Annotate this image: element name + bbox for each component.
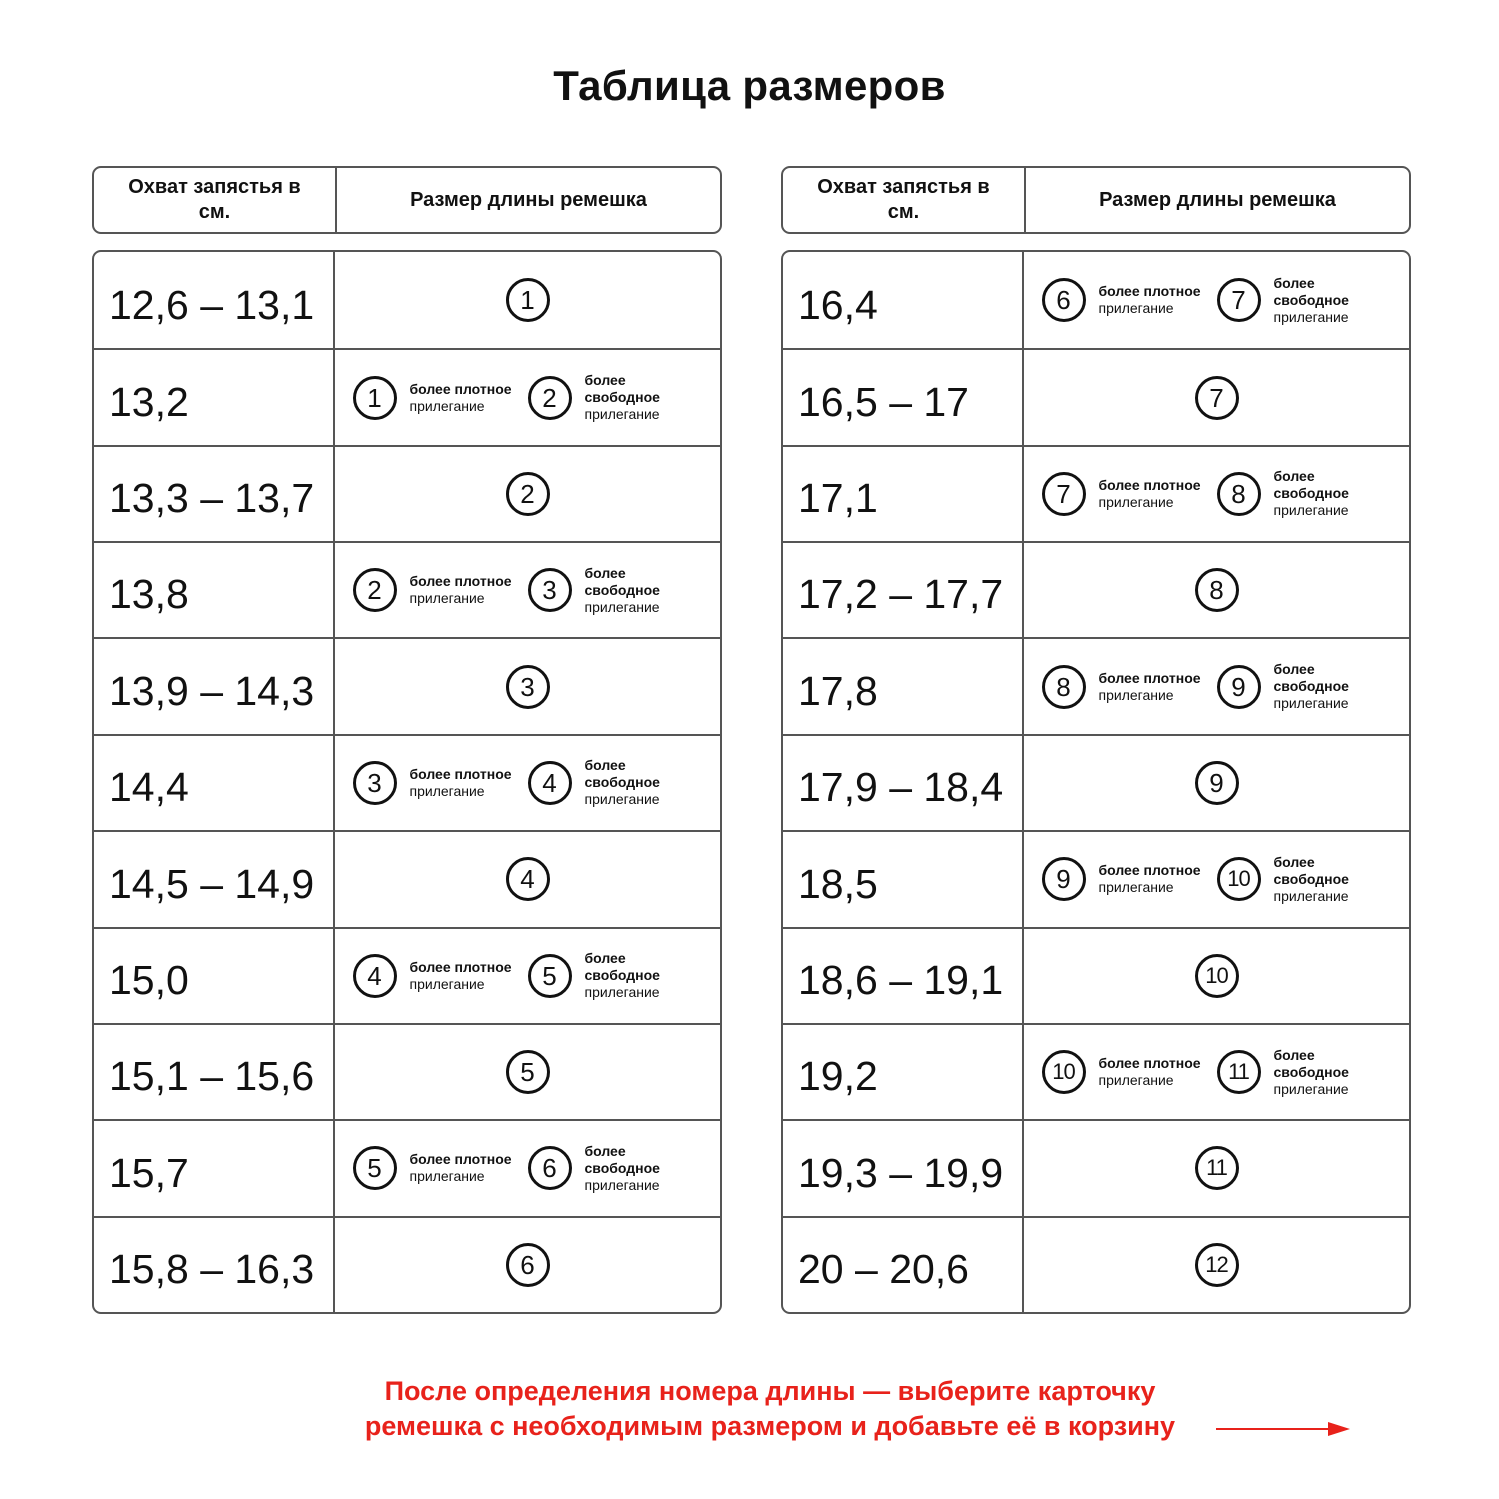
fit-label-rest: прилегание (1273, 695, 1349, 712)
fit-label (585, 1143, 703, 1194)
looser-fit-option (528, 757, 703, 808)
strap-size-cell (335, 736, 720, 830)
size-number-badge: 6 (528, 1146, 572, 1190)
wrist-value: 17,8 (783, 639, 1024, 733)
table-row (94, 348, 720, 444)
table-row (783, 252, 1409, 348)
fit-label-rest: прилегание (409, 975, 485, 992)
strap-size-cell (1024, 639, 1409, 733)
size-number-badge: 10 (1042, 1050, 1086, 1094)
fit-label-rest: прилегание (1098, 1072, 1174, 1089)
header-strap: Размер длины ремешка (1099, 188, 1336, 211)
wrist-value: 17,9 – 18,4 (783, 736, 1024, 830)
fit-label (410, 573, 512, 607)
tighter-fit-option (1042, 857, 1217, 901)
fit-label (585, 565, 703, 616)
wrist-value: 13,2 (94, 350, 335, 444)
fit-label-rest: прилегание (1273, 1080, 1349, 1097)
size-number-badge: 11 (1195, 1146, 1239, 1190)
table-row (783, 445, 1409, 541)
strap-size-cell (1024, 929, 1409, 1023)
wrist-value: 15,1 – 15,6 (94, 1025, 335, 1119)
fit-label (1099, 477, 1201, 511)
page-title: Таблица размеров (553, 62, 946, 109)
looser-fit-option (1217, 1047, 1392, 1098)
table-body (781, 250, 1411, 1314)
fit-label-rest: прилегание (409, 782, 485, 799)
size-number-badge: 2 (506, 472, 550, 516)
size-number-badge: 3 (528, 568, 572, 612)
size-number-badge: 1 (353, 376, 397, 420)
fit-label (410, 1151, 512, 1185)
fit-label (585, 950, 703, 1001)
table-row (783, 1023, 1409, 1119)
size-number-badge: 5 (506, 1050, 550, 1094)
fit-label (585, 372, 703, 423)
table-row (783, 1216, 1409, 1312)
size-number-badge: 9 (1217, 665, 1261, 709)
fit-label-rest: прилегание (584, 1176, 660, 1193)
size-table-right (781, 166, 1411, 1314)
tighter-fit-option (1042, 278, 1217, 322)
table-row (783, 830, 1409, 926)
wrist-value: 18,5 (783, 832, 1024, 926)
fit-label-rest: прилегание (1098, 300, 1174, 317)
table-row (783, 348, 1409, 444)
fit-label (1099, 670, 1201, 704)
fit-label-bold: более свободное (1273, 274, 1349, 308)
instruction-note (300, 1374, 1240, 1444)
size-number-badge: 5 (528, 954, 572, 998)
table-row (94, 445, 720, 541)
fit-label (1274, 468, 1392, 519)
wrist-value: 15,7 (94, 1121, 335, 1215)
fit-label-rest: прилегание (584, 984, 660, 1001)
tighter-fit-option (353, 761, 528, 805)
fit-label-bold: более плотное (409, 958, 512, 975)
size-table-left (92, 166, 722, 1314)
fit-label-rest: прилегание (409, 590, 485, 607)
table-row (783, 541, 1409, 637)
looser-fit-option (528, 950, 703, 1001)
fit-label-bold: более плотное (409, 573, 512, 590)
size-number-badge: 4 (528, 761, 572, 805)
strap-size-cell (335, 447, 720, 541)
table-row (94, 734, 720, 830)
fit-label-rest: прилегание (584, 406, 660, 423)
size-number-badge: 9 (1195, 761, 1239, 805)
fit-label (1274, 661, 1392, 712)
table-row (94, 830, 720, 926)
fit-label-bold: более свободное (1273, 661, 1349, 695)
wrist-value: 15,8 – 16,3 (94, 1218, 335, 1312)
wrist-value: 19,3 – 19,9 (783, 1121, 1024, 1215)
fit-label-bold: более плотное (1098, 862, 1201, 879)
wrist-value: 13,9 – 14,3 (94, 639, 335, 733)
fit-label-rest: прилегание (409, 397, 485, 414)
size-number-badge: 11 (1217, 1050, 1261, 1094)
strap-size-cell (1024, 252, 1409, 348)
fit-label-rest: прилегание (1273, 502, 1349, 519)
strap-size-cell (335, 350, 720, 444)
table-row (94, 541, 720, 637)
looser-fit-option (1217, 468, 1392, 519)
strap-size-cell (1024, 1121, 1409, 1215)
tighter-fit-option (1042, 665, 1217, 709)
wrist-value: 20 – 20,6 (783, 1218, 1024, 1312)
size-number-badge: 6 (1042, 278, 1086, 322)
table-row (783, 1119, 1409, 1215)
fit-label-bold: более плотное (1098, 283, 1201, 300)
wrist-value: 16,4 (783, 252, 1024, 348)
size-number-badge: 12 (1195, 1243, 1239, 1287)
fit-label-rest: прилегание (1273, 887, 1349, 904)
fit-label-rest: прилегание (584, 791, 660, 808)
wrist-value: 17,2 – 17,7 (783, 543, 1024, 637)
fit-options (353, 372, 703, 423)
fit-options (1042, 854, 1392, 905)
fit-label-bold: более плотное (409, 380, 512, 397)
fit-options (1042, 1047, 1392, 1098)
size-number-badge: 7 (1217, 278, 1261, 322)
fit-label-rest: прилегание (409, 1168, 485, 1185)
tighter-fit-option (353, 954, 528, 998)
fit-options (1042, 661, 1392, 712)
fit-label-bold: более плотное (409, 765, 512, 782)
tighter-fit-option (353, 568, 528, 612)
size-number-badge: 1 (506, 278, 550, 322)
size-number-badge: 2 (528, 376, 572, 420)
fit-label-bold: более свободное (584, 1142, 660, 1176)
fit-label-bold: более свободное (584, 757, 660, 791)
note-line-1: После определения номера длины — выберите карточку (384, 1376, 1156, 1406)
fit-options (1042, 275, 1392, 326)
table-row (783, 734, 1409, 830)
fit-label-bold: более свободное (584, 950, 660, 984)
table-header (781, 166, 1411, 234)
fit-label-bold: более плотное (1098, 669, 1201, 686)
size-number-badge: 9 (1042, 857, 1086, 901)
fit-label (1099, 1055, 1201, 1089)
fit-options (353, 950, 703, 1001)
size-number-badge: 10 (1217, 857, 1261, 901)
strap-size-cell (335, 1218, 720, 1312)
table-row (94, 927, 720, 1023)
looser-fit-option (1217, 661, 1392, 712)
fit-label-bold: более свободное (584, 372, 660, 406)
fit-label-bold: более плотное (1098, 1055, 1201, 1072)
fit-label-bold: более плотное (1098, 476, 1201, 493)
strap-size-cell (335, 929, 720, 1023)
table-row (94, 252, 720, 348)
size-number-badge: 3 (353, 761, 397, 805)
wrist-value: 14,4 (94, 736, 335, 830)
header-strap: Размер длины ремешка (410, 188, 647, 211)
fit-options (353, 757, 703, 808)
strap-size-cell (1024, 1025, 1409, 1119)
strap-size-cell (335, 639, 720, 733)
tighter-fit-option (1042, 472, 1217, 516)
size-number-badge: 8 (1042, 665, 1086, 709)
size-number-badge: 8 (1195, 568, 1239, 612)
fit-label-rest: прилегание (1098, 493, 1174, 510)
fit-options (353, 565, 703, 616)
fit-label (585, 757, 703, 808)
size-number-badge: 7 (1042, 472, 1086, 516)
fit-label (410, 381, 512, 415)
strap-size-cell (335, 543, 720, 637)
table-row (94, 1119, 720, 1215)
fit-label-rest: прилегание (1098, 879, 1174, 896)
table-row (783, 637, 1409, 733)
size-number-badge: 2 (353, 568, 397, 612)
fit-label-rest: прилегание (1098, 686, 1174, 703)
fit-label-bold: более плотное (409, 1151, 512, 1168)
looser-fit-option (1217, 275, 1392, 326)
tighter-fit-option (353, 1146, 528, 1190)
note-line-2: ремешка с необходимым размером и добавьте её в корзину (364, 1411, 1176, 1441)
wrist-value: 17,1 (783, 447, 1024, 541)
strap-size-cell (335, 252, 720, 348)
looser-fit-option (528, 565, 703, 616)
size-number-badge: 8 (1217, 472, 1261, 516)
table-header (92, 166, 722, 234)
size-number-badge: 6 (506, 1243, 550, 1287)
wrist-value: 12,6 – 13,1 (94, 252, 335, 348)
wrist-value: 14,5 – 14,9 (94, 832, 335, 926)
size-number-badge: 10 (1195, 954, 1239, 998)
arrow-right-icon (1216, 1420, 1350, 1438)
header-wrist: Охват запястья в см. (94, 168, 337, 232)
strap-size-cell (1024, 350, 1409, 444)
size-number-badge: 4 (353, 954, 397, 998)
looser-fit-option (1217, 854, 1392, 905)
fit-label (1099, 862, 1201, 896)
wrist-value: 15,0 (94, 929, 335, 1023)
strap-size-cell (335, 1025, 720, 1119)
size-number-badge: 4 (506, 857, 550, 901)
fit-label (410, 959, 512, 993)
header-wrist: Охват запястья в см. (783, 168, 1026, 232)
fit-options (1042, 468, 1392, 519)
table-body (92, 250, 722, 1314)
wrist-value: 13,8 (94, 543, 335, 637)
fit-label (1099, 283, 1201, 317)
fit-label-rest: прилегание (584, 598, 660, 615)
fit-options (353, 1143, 703, 1194)
strap-size-cell (1024, 736, 1409, 830)
wrist-value: 13,3 – 13,7 (94, 447, 335, 541)
strap-size-cell (335, 1121, 720, 1215)
fit-label-rest: прилегание (1273, 308, 1349, 325)
fit-label (1274, 1047, 1392, 1098)
wrist-value: 18,6 – 19,1 (783, 929, 1024, 1023)
size-number-badge: 3 (506, 665, 550, 709)
fit-label (1274, 854, 1392, 905)
table-row (94, 1216, 720, 1312)
tighter-fit-option (1042, 1050, 1217, 1094)
tighter-fit-option (353, 376, 528, 420)
strap-size-cell (1024, 1218, 1409, 1312)
fit-label-bold: более свободное (1273, 468, 1349, 502)
fit-label (1274, 275, 1392, 326)
wrist-value: 19,2 (783, 1025, 1024, 1119)
fit-label-bold: более свободное (584, 564, 660, 598)
size-number-badge: 7 (1195, 376, 1239, 420)
size-number-badge: 5 (353, 1146, 397, 1190)
fit-label (410, 766, 512, 800)
strap-size-cell (1024, 447, 1409, 541)
fit-label-bold: более свободное (1273, 1046, 1349, 1080)
looser-fit-option (528, 1143, 703, 1194)
table-row (94, 1023, 720, 1119)
table-row (94, 637, 720, 733)
strap-size-cell (1024, 543, 1409, 637)
strap-size-cell (335, 832, 720, 926)
wrist-value: 16,5 – 17 (783, 350, 1024, 444)
fit-label-bold: более свободное (1273, 853, 1349, 887)
table-row (783, 927, 1409, 1023)
strap-size-cell (1024, 832, 1409, 926)
looser-fit-option (528, 372, 703, 423)
